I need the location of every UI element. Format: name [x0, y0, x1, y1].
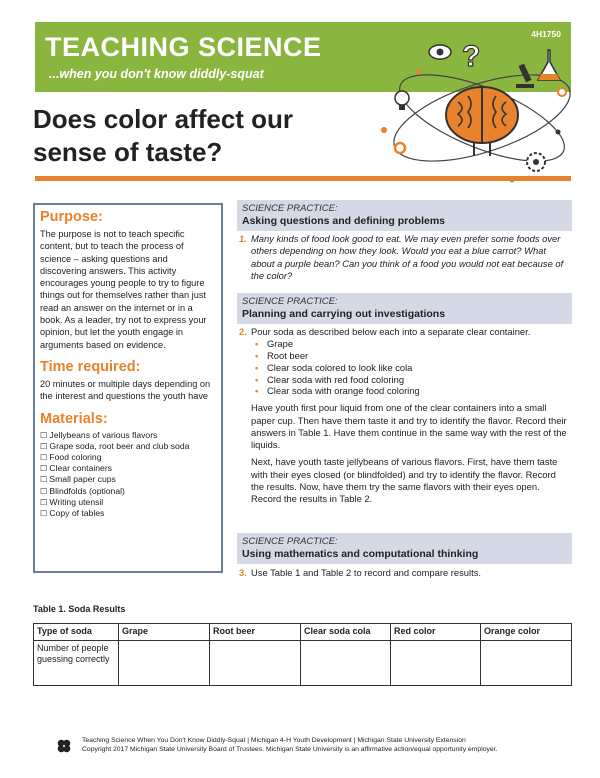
materials-item: ☐ Copy of tables — [40, 508, 216, 519]
publication-code: 4H1750 — [531, 29, 561, 39]
purpose-heading: Purpose: — [40, 209, 103, 225]
list-item: • Root beer — [267, 350, 569, 362]
step-number: 1. — [239, 233, 247, 244]
science-illustration — [372, 30, 572, 190]
table-header-row — [34, 624, 572, 641]
table-cell — [481, 641, 572, 686]
flask-icon — [538, 50, 560, 80]
science-practice-header — [237, 533, 572, 564]
row-label: Number of people guessing correctly — [34, 641, 119, 686]
svg-text:?: ? — [462, 40, 481, 73]
practice-title: Planning and carrying out investigations — [242, 308, 446, 320]
step-2 — [239, 326, 569, 506]
page-title: Does color affect our sense of taste? — [33, 104, 294, 167]
step-text: Use Table 1 and Table 2 to record and compare results. — [251, 567, 481, 578]
footer-line: Copyright 2017 Michigan State University Board of Trustees. Michigan State University is an affirmative action/equal opportunity employer. — [82, 746, 498, 753]
materials-item: ☐ Jellybeans of various flavors — [40, 430, 216, 441]
step-intro: Pour soda as described below each into a separate clear container. — [251, 326, 531, 337]
table-cell — [210, 641, 301, 686]
step-number: 2. — [239, 326, 247, 337]
column-header: Red color — [391, 624, 481, 641]
column-header: Clear soda cola — [301, 624, 391, 641]
footer-line: Teaching Science When You Don't Know Diddly-Squat | Michigan 4-H Youth Development | Michigan State University Extension — [82, 737, 466, 744]
soda-results-table — [33, 623, 572, 686]
series-subtitle: ...when you don't know diddly-squat — [49, 67, 264, 81]
table-row — [34, 641, 572, 686]
materials-heading: Materials: — [40, 410, 108, 427]
practice-title: Asking questions and defining problems — [242, 215, 446, 227]
materials-item: ☐ Blindfolds (optional) — [40, 486, 216, 497]
series-title: TEACHING SCIENCE — [45, 32, 322, 62]
gear-icon — [527, 153, 545, 171]
column-header: Grape — [119, 624, 210, 641]
eye-icon — [429, 45, 451, 59]
materials-item: ☐ Small paper cups — [40, 474, 216, 485]
table-cell — [301, 641, 391, 686]
soda-list — [239, 338, 569, 397]
table-cell — [391, 641, 481, 686]
time-heading: Time required: — [40, 358, 141, 375]
question-mark-icon — [462, 40, 480, 73]
step-text: Many kinds of food look good to eat. We may even prefer some foods over others depending on how they look. Would you eat a blue carrot? What about a purple bean? Can you think of a food you would not eat because of the color? — [251, 233, 564, 281]
column-header: Root beer — [210, 624, 301, 641]
materials-item: ☐ Writing utensil — [40, 497, 216, 508]
list-item: • Grape — [267, 338, 569, 350]
materials-item: ☐ Clear containers — [40, 463, 216, 474]
table-caption: Table 1. Soda Results — [33, 604, 126, 614]
lightbulb-icon — [395, 91, 409, 110]
step-paragraph: Next, have youth taste jellybeans of various flavors. First, have them taste with their eyes closed (or blindfolded) and try to identify the flavor. Record the results. Now, have them try the same flavors with their eyes open. Record the results in Table 2. — [251, 456, 558, 505]
list-item: • Clear soda colored to look like cola — [267, 362, 569, 374]
materials-list — [40, 430, 216, 520]
divider — [35, 176, 571, 181]
time-text: 20 minutes or multiple days depending on the interest and questions the youth have — [40, 378, 211, 402]
step-paragraph: Have youth first pour liquid from one of the clear containers into a small paper cup. Then have them taste it and try to identify the flavor. Record their answers in Table 1. Have them continue in the same way with the rest of the liquids. — [251, 402, 567, 451]
step-number: 3. — [239, 567, 247, 578]
list-item: • Clear soda with orange food coloring — [267, 385, 569, 397]
step-3 — [239, 567, 569, 579]
footer-text — [82, 736, 497, 754]
practice-label: SCIENCE PRACTICE: — [242, 296, 338, 307]
practice-label: SCIENCE PRACTICE: — [242, 203, 338, 214]
info-sidebar — [33, 203, 223, 573]
materials-item: ☐ Grape soda, root beer and club soda — [40, 441, 216, 452]
list-item: • Clear soda with red food coloring — [267, 374, 569, 386]
clover-icon — [55, 737, 73, 755]
step-1 — [239, 233, 569, 282]
column-header: Orange color — [481, 624, 572, 641]
science-practice-header — [237, 200, 572, 231]
practice-title: Using mathematics and computational thinking — [242, 548, 479, 560]
table-cell — [119, 641, 210, 686]
column-header: Type of soda — [34, 624, 119, 641]
practice-label: SCIENCE PRACTICE: — [242, 536, 338, 547]
science-practice-header — [237, 293, 572, 324]
purpose-text: The purpose is not to teach specific content, but to teach the process of science – asking questions and discovering answers. This activity encourages young people to try to figure things out for themselves rather than just read an answer on the internet or in a book. As a leader, try not to express your opinion, but let the youth engage in arguments based on evidence. — [40, 229, 207, 350]
materials-item: ☐ Food coloring — [40, 452, 216, 463]
